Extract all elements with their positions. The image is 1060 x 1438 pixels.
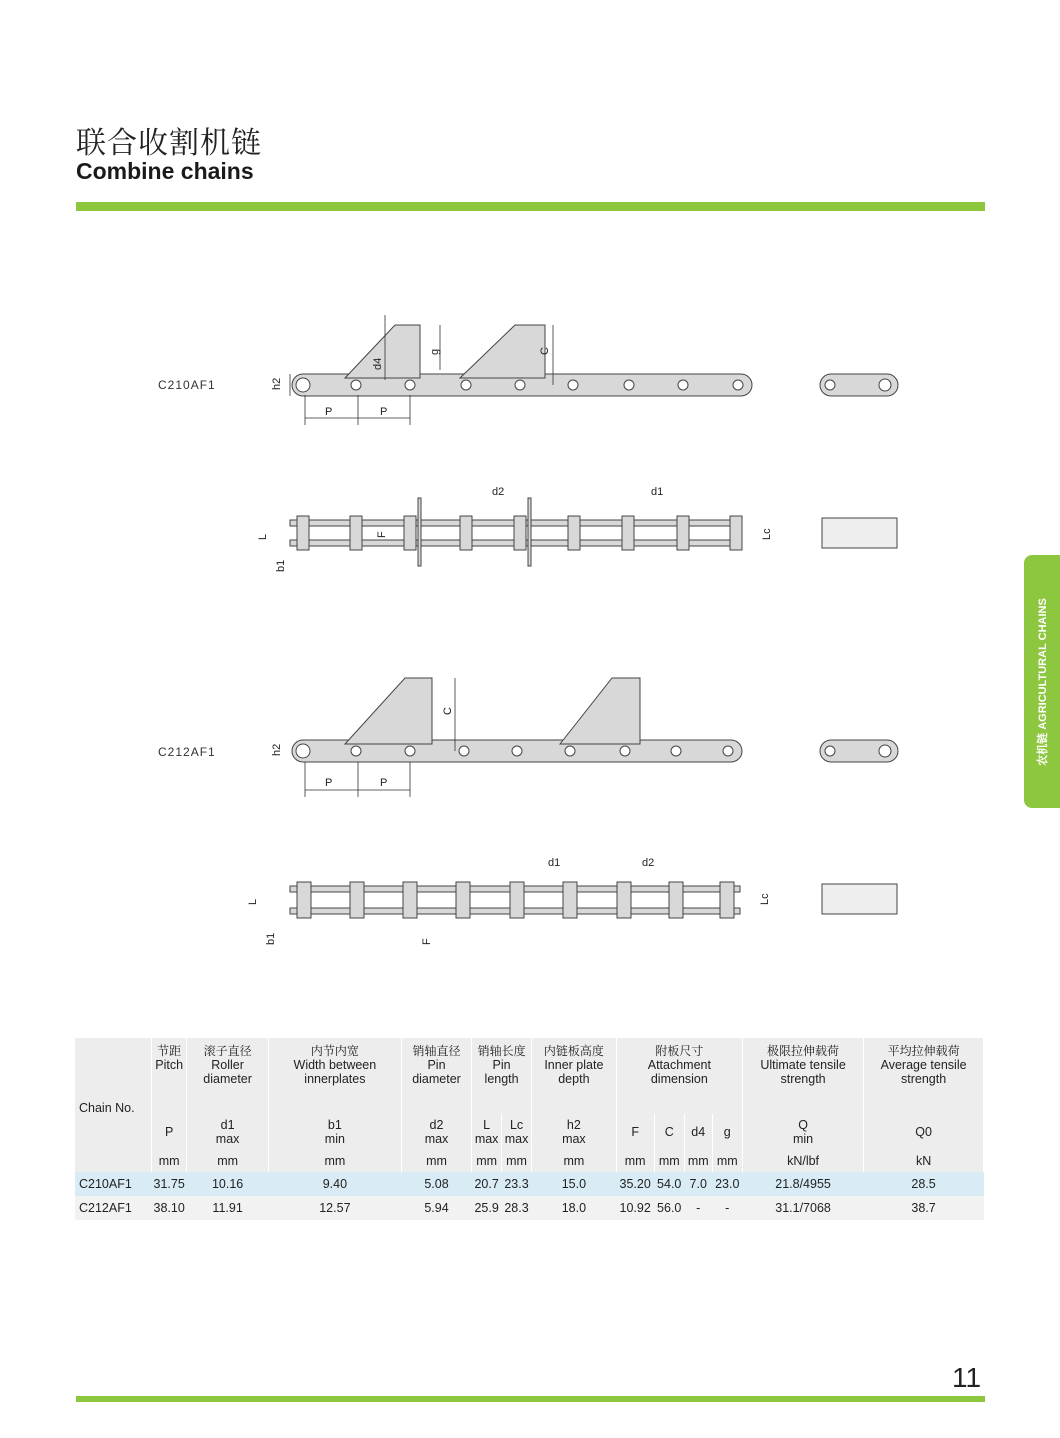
col-header: 内节内宽 Width between innerplates (268, 1038, 401, 1114)
side-tab-label: 农机链 AGRICULTURAL CHAINS (1037, 597, 1049, 766)
table-cell: 23.0 (712, 1172, 742, 1196)
table-cell: 31.1/7068 (742, 1196, 863, 1220)
table-cell: 25.9 (472, 1196, 502, 1220)
col-symbol: P (152, 1114, 187, 1150)
table-cell: 38.7 (864, 1196, 984, 1220)
svg-text:F: F (376, 531, 388, 538)
svg-text:h2: h2 (271, 377, 283, 390)
col-header: 销轴直径 Pin diameter (401, 1038, 471, 1114)
svg-text:b1: b1 (265, 932, 277, 945)
table-cell: 5.94 (401, 1196, 471, 1220)
col-unit: kN (864, 1150, 984, 1172)
col-symbol: d4 (684, 1114, 712, 1150)
col-unit: mm (152, 1150, 187, 1172)
svg-text:P: P (325, 406, 333, 418)
svg-text:F: F (421, 938, 433, 945)
table-header-row (75, 1038, 984, 1114)
table-cell: 54.0 (654, 1172, 684, 1196)
table-cell: 11.91 (187, 1196, 269, 1220)
spec-table (75, 1038, 984, 1220)
table-row (75, 1172, 984, 1196)
col-symbol: Lc max (502, 1114, 532, 1150)
table-cell: 12.57 (268, 1196, 401, 1220)
table-cell: 7.0 (684, 1172, 712, 1196)
svg-text:P: P (380, 777, 388, 789)
col-header: 节距 Pitch (152, 1038, 187, 1114)
table-unit-row (75, 1150, 984, 1172)
col-unit: mm (654, 1150, 684, 1172)
table-cell: 28.5 (864, 1172, 984, 1196)
page-title-en: Combine chains (76, 158, 254, 184)
drawing-c212af1-side (292, 678, 898, 762)
table-cell: 56.0 (654, 1196, 684, 1220)
table-cell: - (712, 1196, 742, 1220)
table-cell: 5.08 (401, 1172, 471, 1196)
col-header: 平均拉伸载荷 Average tensile strength (864, 1038, 984, 1114)
col-symbol: d1 max (187, 1114, 269, 1150)
table-cell: 21.8/4955 (742, 1172, 863, 1196)
col-header: 滚子直径 Roller diameter (187, 1038, 269, 1114)
col-header: 内链板高度 Inner plate depth (532, 1038, 617, 1114)
drawing-label-c212af1: C212AF1 (158, 745, 216, 759)
col-symbol: C (654, 1114, 684, 1150)
col-unit: mm (684, 1150, 712, 1172)
table-cell: 28.3 (502, 1196, 532, 1220)
table-cell: 15.0 (532, 1172, 617, 1196)
svg-text:P: P (325, 777, 333, 789)
page-title-cn: 联合收割机链 (76, 126, 262, 161)
col-header: 附板尺寸 Attachment dimension (616, 1038, 742, 1114)
svg-text:C: C (442, 707, 454, 715)
svg-text:Lc: Lc (759, 893, 771, 905)
table-row (75, 1196, 984, 1220)
svg-text:d1: d1 (651, 486, 664, 498)
table-cell: 38.10 (152, 1196, 187, 1220)
col-symbol: Q0 (864, 1114, 984, 1150)
table-cell: 18.0 (532, 1196, 617, 1220)
svg-text:L: L (257, 533, 269, 540)
svg-text:d2: d2 (492, 486, 505, 498)
table-cell: 20.7 (472, 1172, 502, 1196)
col-symbol: F (616, 1114, 654, 1150)
col-unit: mm (268, 1150, 401, 1172)
col-symbol: d2 max (401, 1114, 471, 1150)
chain-no-header: Chain No. (75, 1038, 152, 1172)
col-unit: kN/lbf (742, 1150, 863, 1172)
col-unit: mm (401, 1150, 471, 1172)
page-number: 11 (952, 1362, 982, 1393)
drawing-c212af1-top (290, 882, 897, 918)
table-cell: 31.75 (152, 1172, 187, 1196)
svg-text:L: L (247, 898, 259, 905)
svg-text:C: C (539, 347, 551, 355)
col-unit: mm (532, 1150, 617, 1172)
col-symbol: Q min (742, 1114, 863, 1150)
table-cell: 23.3 (502, 1172, 532, 1196)
footer-divider (76, 1396, 985, 1402)
table-cell: 9.40 (268, 1172, 401, 1196)
col-unit: mm (472, 1150, 502, 1172)
chain-no-cell: C210AF1 (75, 1172, 152, 1196)
col-header: 极限拉伸载荷 Ultimate tensile strength (742, 1038, 863, 1114)
svg-text:h2: h2 (271, 743, 283, 756)
table-cell: 10.92 (616, 1196, 654, 1220)
col-unit: mm (187, 1150, 269, 1172)
col-symbol: h2 max (532, 1114, 617, 1150)
col-unit: mm (502, 1150, 532, 1172)
table-symbol-row (75, 1114, 984, 1150)
col-symbol: g (712, 1114, 742, 1150)
table-cell: 10.16 (187, 1172, 269, 1196)
svg-text:g: g (429, 348, 441, 355)
chain-no-cell: C212AF1 (75, 1196, 152, 1220)
col-symbol: b1 min (268, 1114, 401, 1150)
svg-text:d1: d1 (548, 857, 561, 869)
col-symbol: L max (472, 1114, 502, 1150)
table-cell: 35.20 (616, 1172, 654, 1196)
svg-text:Lc: Lc (761, 528, 773, 540)
col-header: 销轴长度 Pin length (472, 1038, 532, 1114)
svg-text:d4: d4 (372, 357, 384, 370)
svg-text:P: P (380, 406, 388, 418)
col-unit: mm (712, 1150, 742, 1172)
drawing-label-c210af1: C210AF1 (158, 378, 216, 392)
col-unit: mm (616, 1150, 654, 1172)
svg-text:d2: d2 (642, 857, 655, 869)
table-cell: - (684, 1196, 712, 1220)
svg-text:b1: b1 (275, 559, 287, 572)
